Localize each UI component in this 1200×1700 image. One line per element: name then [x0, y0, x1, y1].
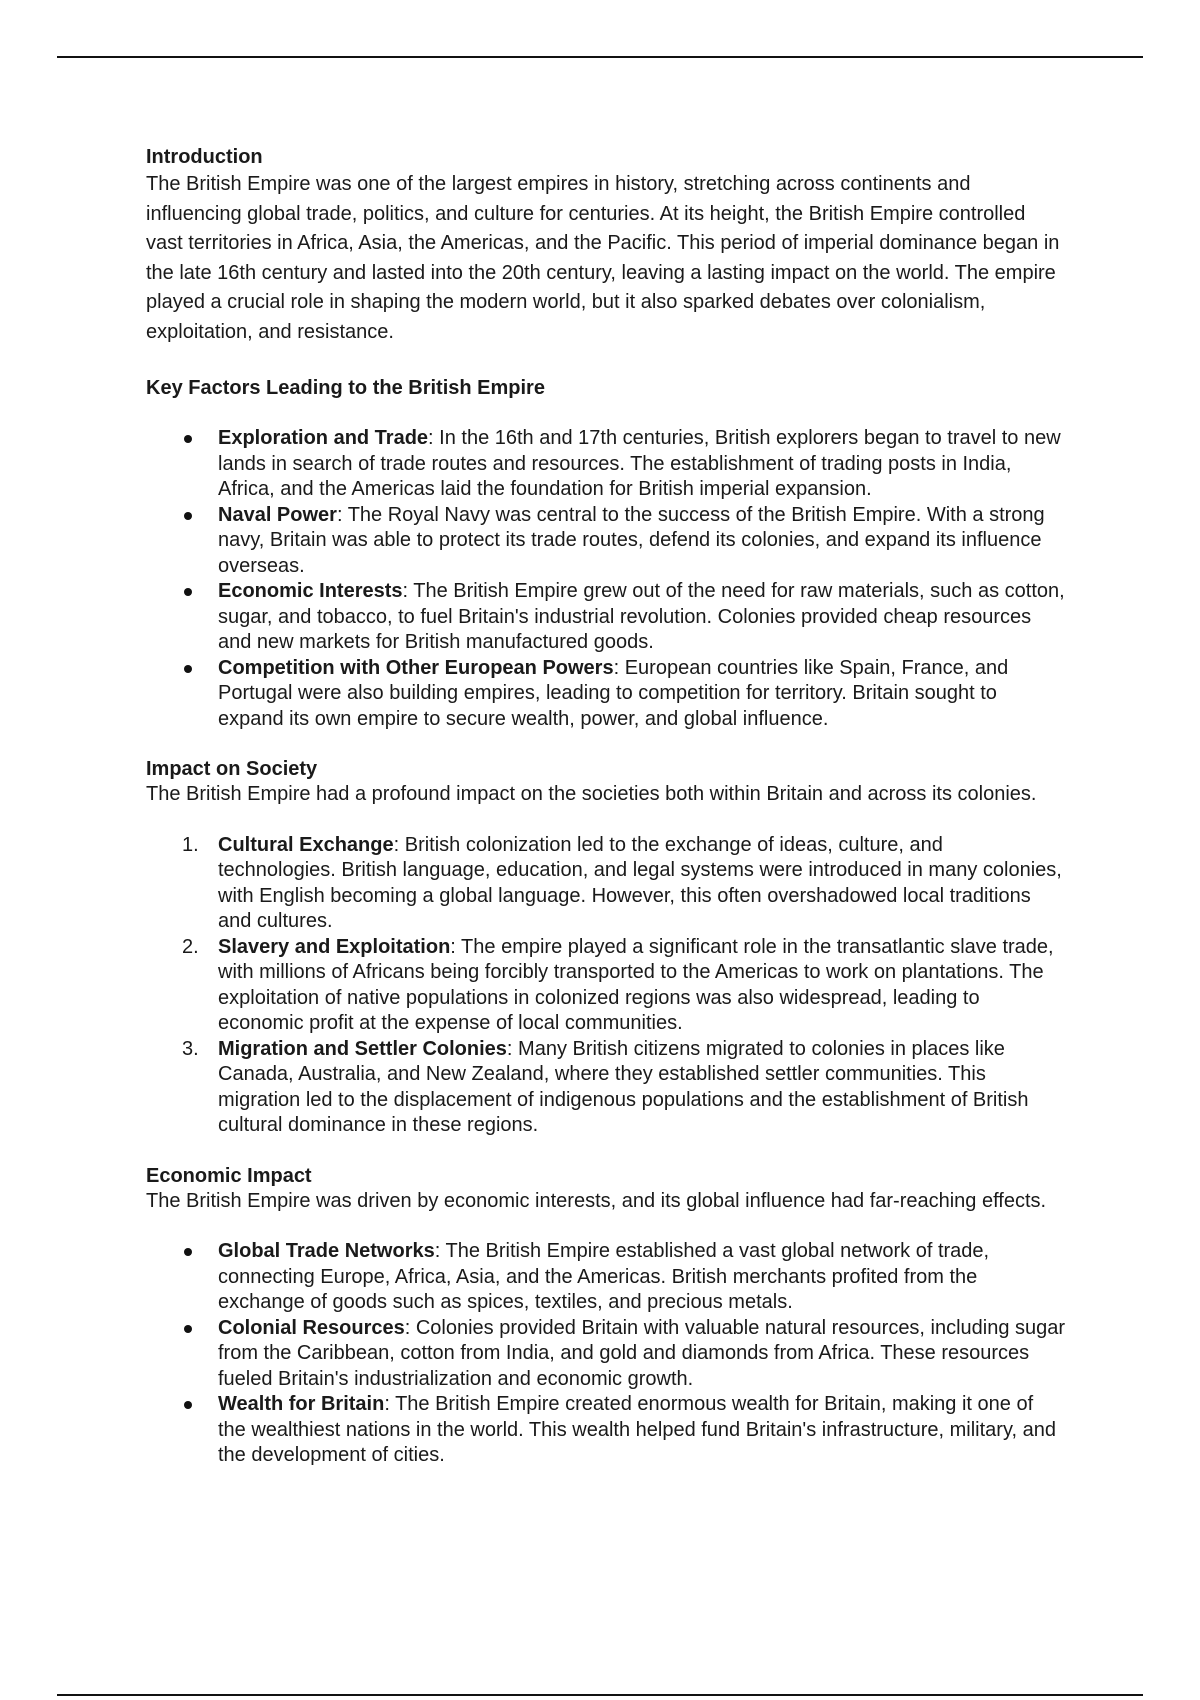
- bullet-icon: [184, 435, 192, 443]
- list-item: [146, 503, 1066, 580]
- bullet-icon: [184, 1401, 192, 1409]
- society-list: [146, 833, 1066, 1139]
- list-item-text: : Many British citizens migrated to colonies in places like Canada, Australia, and New Zealand, where they established settler communities. This migration led to the displacement of indigenous populations and the establishment of British cultural dominance in these regions.: [218, 1037, 1029, 1136]
- society-section: [146, 757, 1066, 1139]
- footer-rule: [57, 1694, 1143, 1696]
- introduction-heading: Introduction: [146, 146, 263, 168]
- list-item-term: Migration and Settler Colonies: [218, 1037, 507, 1060]
- list-item: [146, 579, 1066, 656]
- list-item-term: Global Trade Networks: [218, 1240, 435, 1262]
- economic-paragraph: The British Empire was driven by economic interests, and its global influence had far-reaching effects.: [146, 1189, 1047, 1212]
- list-item-term: Exploration and Trade: [218, 427, 429, 449]
- list-item-text: : The British Empire established a vast global network of trade, connecting Europe, Africa, Asia, and the Americas. British merchants profited from the exchange of goods such as spices, textiles, and precious metals.: [218, 1240, 990, 1313]
- list-item-term: Economic Interests: [218, 580, 403, 602]
- list-item-text: : British colonization led to the exchange of ideas, culture, and technologies. British language, education, and legal systems were introduced in many colonies, with English becoming a global language. However, this often overshadowed local traditions and cultures.: [218, 833, 1062, 932]
- document-body: [146, 145, 1066, 1469]
- list-item-text: : The Royal Navy was central to the success of the British Empire. With a strong navy, Britain was able to protect its trade routes, defend its colonies, and expand its influence overseas.: [218, 503, 1045, 577]
- list-item: [146, 833, 1066, 935]
- list-item: [146, 1037, 1066, 1139]
- introduction-paragraph: The British Empire was one of the largest empires in history, stretching across continents and influencing global trade, politics, and culture for centuries. At its height, the British Empire controlled vast territories in Africa, Asia, the Americas, and the Pacific. This period of imperial dominance began in the late 16th century and lasted into the 20th century, leaving a lasting impact on the world. The empire played a crucial role in shaping the modern world, but it also sparked debates over colonialism, exploitation, and resistance.: [146, 173, 1060, 343]
- economic-heading: Economic Impact: [146, 1164, 312, 1187]
- list-item: [146, 1316, 1066, 1393]
- list-item-term: Competition with Other European Powers: [218, 656, 614, 679]
- list-item-term: Naval Power: [218, 503, 337, 526]
- list-item-text: : The British Empire created enormous wealth for Britain, making it one of the wealthiest nations in the world. This wealth helped fund Britain's infrastructure, military, and the development of cities.: [218, 1393, 1056, 1466]
- key-factors-heading: Key Factors Leading to the British Empire: [146, 377, 545, 399]
- key-factors-section: [146, 376, 1066, 732]
- list-item: [146, 935, 1066, 1037]
- bullet-icon: [184, 588, 192, 596]
- list-item-text: : Colonies provided Britain with valuable natural resources, including sugar from the Caribbean, cotton from India, and gold and diamonds from Africa. These resources fueled Britain's industrialization and economic growth.: [218, 1316, 1066, 1390]
- list-item-text: : European countries like Spain, France, and Portugal were also building empires, leading to competition for territory. Britain sought to expand its own empire to secure wealth, power, and global influence.: [218, 656, 1009, 730]
- list-item-term: Slavery and Exploitation: [218, 935, 451, 958]
- list-item-text: : The British Empire grew out of the need for raw materials, such as cotton, sugar, and tobacco, to fuel Britain's industrial revolution. Colonies provided cheap resources and new markets for British manufactured goods.: [218, 580, 1065, 653]
- key-factors-list: [146, 426, 1066, 732]
- list-item: [146, 1392, 1066, 1469]
- list-item-term: Colonial Resources: [218, 1316, 405, 1339]
- list-item-text: : The empire played a significant role in the transatlantic slave trade, with millions of Africans being forcibly transported to the Americas to work on plantations. The exploitation of native populations in colonized regions was also widespread, leading to economic profit at the expense of local communities.: [218, 935, 1054, 1034]
- header-rule: [57, 56, 1143, 58]
- economic-list: [146, 1239, 1066, 1469]
- list-item: [146, 426, 1066, 503]
- bullet-icon: [184, 665, 192, 673]
- introduction-section: [146, 145, 1066, 347]
- list-item: [146, 656, 1066, 733]
- society-paragraph: The British Empire had a profound impact on the societies both within Britain and across its colonies.: [146, 783, 1037, 805]
- bullet-icon: [184, 1248, 192, 1256]
- list-number: 3.: [182, 1037, 199, 1060]
- list-item-text: : In the 16th and 17th centuries, British explorers began to travel to new lands in search of trade routes and resources. The establishment of trading posts in India, Africa, and the Americas laid the foundation for British imperial expansion.: [218, 427, 1061, 500]
- society-heading: Impact on Society: [146, 758, 318, 780]
- list-number: 2.: [182, 935, 199, 958]
- list-item: [146, 1239, 1066, 1316]
- list-item-term: Cultural Exchange: [218, 833, 394, 856]
- list-number: 1.: [182, 833, 199, 856]
- list-item-term: Wealth for Britain: [218, 1393, 385, 1415]
- economic-section: [146, 1164, 1066, 1469]
- bullet-icon: [184, 512, 192, 520]
- bullet-icon: [184, 1325, 192, 1333]
